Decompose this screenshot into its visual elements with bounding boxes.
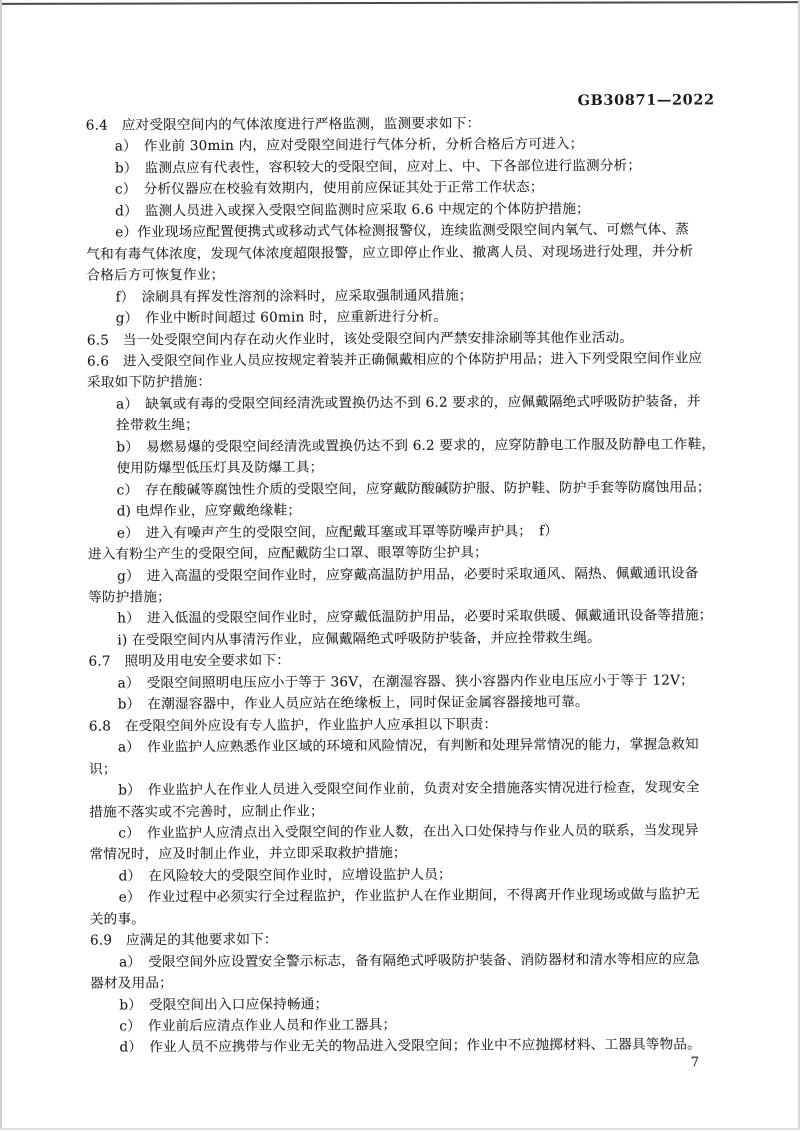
text-line: g） 进入高温的受限空间作业时，应穿戴高温防护用品，必要时采取通风、隔热、佩戴通讯设备 [117,564,699,584]
text-line: 常情况时，应及时制止作业，并立即采取救护措施； [89,845,407,864]
text-line: 器材及用品； [90,975,173,992]
text-line: c） 作业前后应清点作业人员和作业工器具； [119,1017,397,1035]
text-line: 进入有粉尘产生的受限空间，应配戴防尘口罩、眼罩等防尘护具； [87,544,489,563]
text-line: 合格后方可恢复作业； [86,267,225,284]
text-line: c） 存在酸碱等腐蚀性介质的受限空间，应穿戴防酸碱防护服、防护鞋、防护手套等防腐蚀用品； [116,479,711,499]
standard-code: GB30871—2022 [577,91,715,110]
text-line: f） 涂刷具有挥发性溶剂的涂料时，应采取强制通风措施； [115,287,473,306]
text-line: a） 作业监护人应熟悉作业区域的环境和风险情况，有判断和处理异常情况的能力，掌握急救知 [117,736,699,756]
text-line: g） 作业中断时间超过 60min 时，应重新进行分析。 [115,308,448,327]
text-line: d) 电焊作业，应穿戴绝缘鞋； [116,502,302,520]
text-line: a） 受限空间外应设置安全警示标志，备有隔绝式呼吸防护装备、消防器材和清水等相应的应急 [119,951,700,971]
text-line: e） 进入有噪声产生的受限空间，应配戴耳塞或耳罩等防噪声护具； f） [116,522,559,542]
text-line: b） 监测点应有代表性，容积较大的受限空间，应对上、中、下各部位进行监测分析； [114,157,642,177]
text-line: 拴带救生绳； [116,417,200,434]
text-line: a） 缺氧或有毒的受限空间经清洗或置换仍达不到 6.2 要求的，应佩戴隔绝式呼吸防护装备，并 [116,393,701,413]
page-number: 7 [690,1054,700,1071]
text-line: h） 进入低温的受限空间作业时，应穿戴低温防护用品，必要时采取供暖、佩戴通讯设备等措施； [117,607,713,627]
text-line: 6.9 应满足的其他要求如下： [89,931,278,949]
text-line: 等防护措施； [88,589,171,606]
text-line: 6.5 当一处受限空间内存在动火作业时，该处受限空间内严禁安排涂刷等其他作业活动。 [86,329,634,349]
text-line: b） 受限空间出入口应保持畅通； [119,995,329,1014]
text-line: i) 在受限空间内从事清污作业，应佩戴隔绝式呼吸防护装备，并应拴带救生绳。 [117,629,601,649]
text-line: e） 作业过程中必须实行全过程监护，作业监护人在作业期间，不得离开作业现场或做与监护无 [118,886,700,906]
text-line: 6.8 在受限空间外应设有专人监护，作业监护人应承担以下职责： [88,716,498,735]
document-body [86,112,731,1059]
text-line: 6.6 进入受限空间作业人员应按规定着装并正确佩戴相应的个体防护用品；进入下列受限空间作业应 [86,350,703,370]
text-line: d） 监测人员进入或探入受限空间监测时应采取 6.6 中规定的个体防护措施； [115,200,590,220]
text-line: b） 作业监护人在作业人员进入受限空间作业前，负责对安全措施落实情况进行检查，发现安全 [118,779,700,799]
text-line: 识； [89,761,117,778]
text-line: c） 作业监护人应清点出入受限空间的作业人数，在出入口处保持与作业人员的联系，当发现异 [118,822,699,842]
text-line: 采取如下防护措施： [87,374,212,392]
text-line: c） 分析仪器应在校验有效期内，使用前应保证其处于正常工作状态； [114,179,544,198]
text-line: a） 受限空间照明电压应小于等于 36V，在潮湿容器、狭小容器内作业电压应小于等于 12V； [117,672,694,692]
text-line: a） 作业前 30min 内，应对受限空间进行气体分析，分析合格后方可进入； [114,136,584,155]
text-line: 6.4 应对受限空间内的气体浓度进行严格监测，监测要求如下： [85,115,481,134]
text-line: 使用防爆型低压灯具及防爆工具； [116,459,324,477]
text-line: 6.7 照明及用电安全要求如下： [88,652,291,670]
text-line: 措施不落实或不完善时，应制止作业； [89,802,324,821]
text-line: 关的事。 [89,911,146,928]
text-line: b） 易燃易爆的受限空间经清洗或置换仍达不到 6.2 要求的，应穿防静电工作服及防静电工作鞋， [116,436,716,456]
text-line: e）作业现场应配置便携式或移动式气体检测报警仪，连续监测受限空间内氧气、可燃气体、蒸 [115,221,690,241]
text-line: b） 在潮湿容器中，作业人员应站在绝缘板上，同时保证金属容器接地可靠。 [117,694,589,713]
text-line: d） 在风险较大的受限空间作业时，应增设监护人员； [118,866,452,885]
text-line: d） 作业人员不应携带与作业无关的物品进入受限空间；作业中不应抛掷材料、工器具等物品。 [119,1036,701,1056]
text-line: 气和有毒气体浓度，发现气体浓度超限报警，应立即停止作业、撤离人员、对现场进行处理，并分析 [86,243,694,263]
